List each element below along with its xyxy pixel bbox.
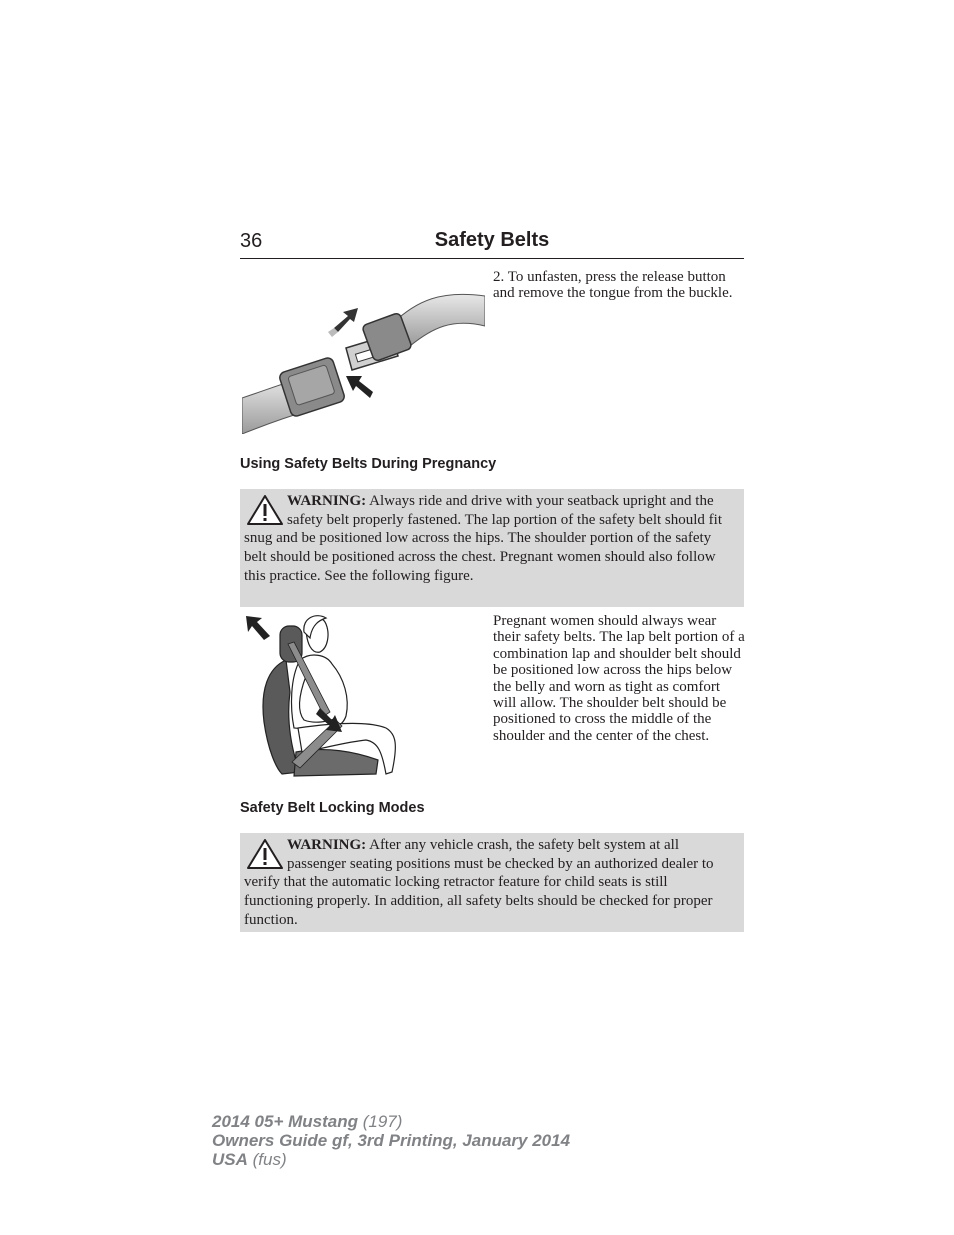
section-heading-pregnancy: Using Safety Belts During Pregnancy [240, 456, 497, 472]
pregnant-belt-position-illustration [246, 612, 416, 778]
warning-label: WARNING: [287, 837, 367, 853]
section-heading-locking-modes: Safety Belt Locking Modes [240, 800, 425, 816]
footer-edition: Owners Guide gf, 3rd Printing, January 2014 [212, 1131, 571, 1150]
footer-market-code: (fus) [252, 1150, 287, 1169]
buckle-release-illustration [242, 270, 485, 434]
warning-text: After any vehicle crash, the safety belt system at all passenger seating positions must be checked by an authorized dealer to verify that the automatic locking retractor feature for child seats is still functioning properly. In addition, all safety belts should be checked for proper function. [244, 837, 714, 928]
footer-model: 2014 05+ Mustang [212, 1112, 358, 1131]
page-title: Safety Belts [434, 229, 550, 251]
footer-line-model [212, 1112, 570, 1131]
warning-box [240, 489, 744, 607]
footer-market: USA [212, 1150, 248, 1169]
footer-line-edition [212, 1131, 570, 1150]
warning-label: WARNING: [287, 493, 367, 509]
unfasten-instruction: 2. To unfasten, press the release button and remove the tongue from the buckle. [493, 269, 733, 302]
warning-triangle-icon [244, 492, 286, 528]
warning-box [240, 833, 744, 932]
page-footer [212, 1112, 570, 1169]
warning-triangle-icon [244, 836, 286, 872]
pregnancy-belt-instruction: Pregnant women should always wear their safety belts. The lap belt portion of a combination lap and shoulder belt should be positioned low across the hips below the belly and worn as tight as comfort will allow. The shoulder belt should be positioned to cross the middle of the shoulder and the center of the chest. [493, 613, 745, 744]
footer-model-code: (197) [362, 1112, 403, 1131]
page-number: 36 [240, 230, 263, 252]
footer-line-market [212, 1150, 570, 1169]
warning-text: Always ride and drive with your seatback upright and the safety belt properly fastened. The lap portion of the safety belt should fit snug and be positioned low across the hips. The shoulder portion of the safety belt should be positioned across the chest. Pregnant women should also follow this practice. See the following figure. [244, 493, 723, 584]
page-header [240, 228, 744, 259]
